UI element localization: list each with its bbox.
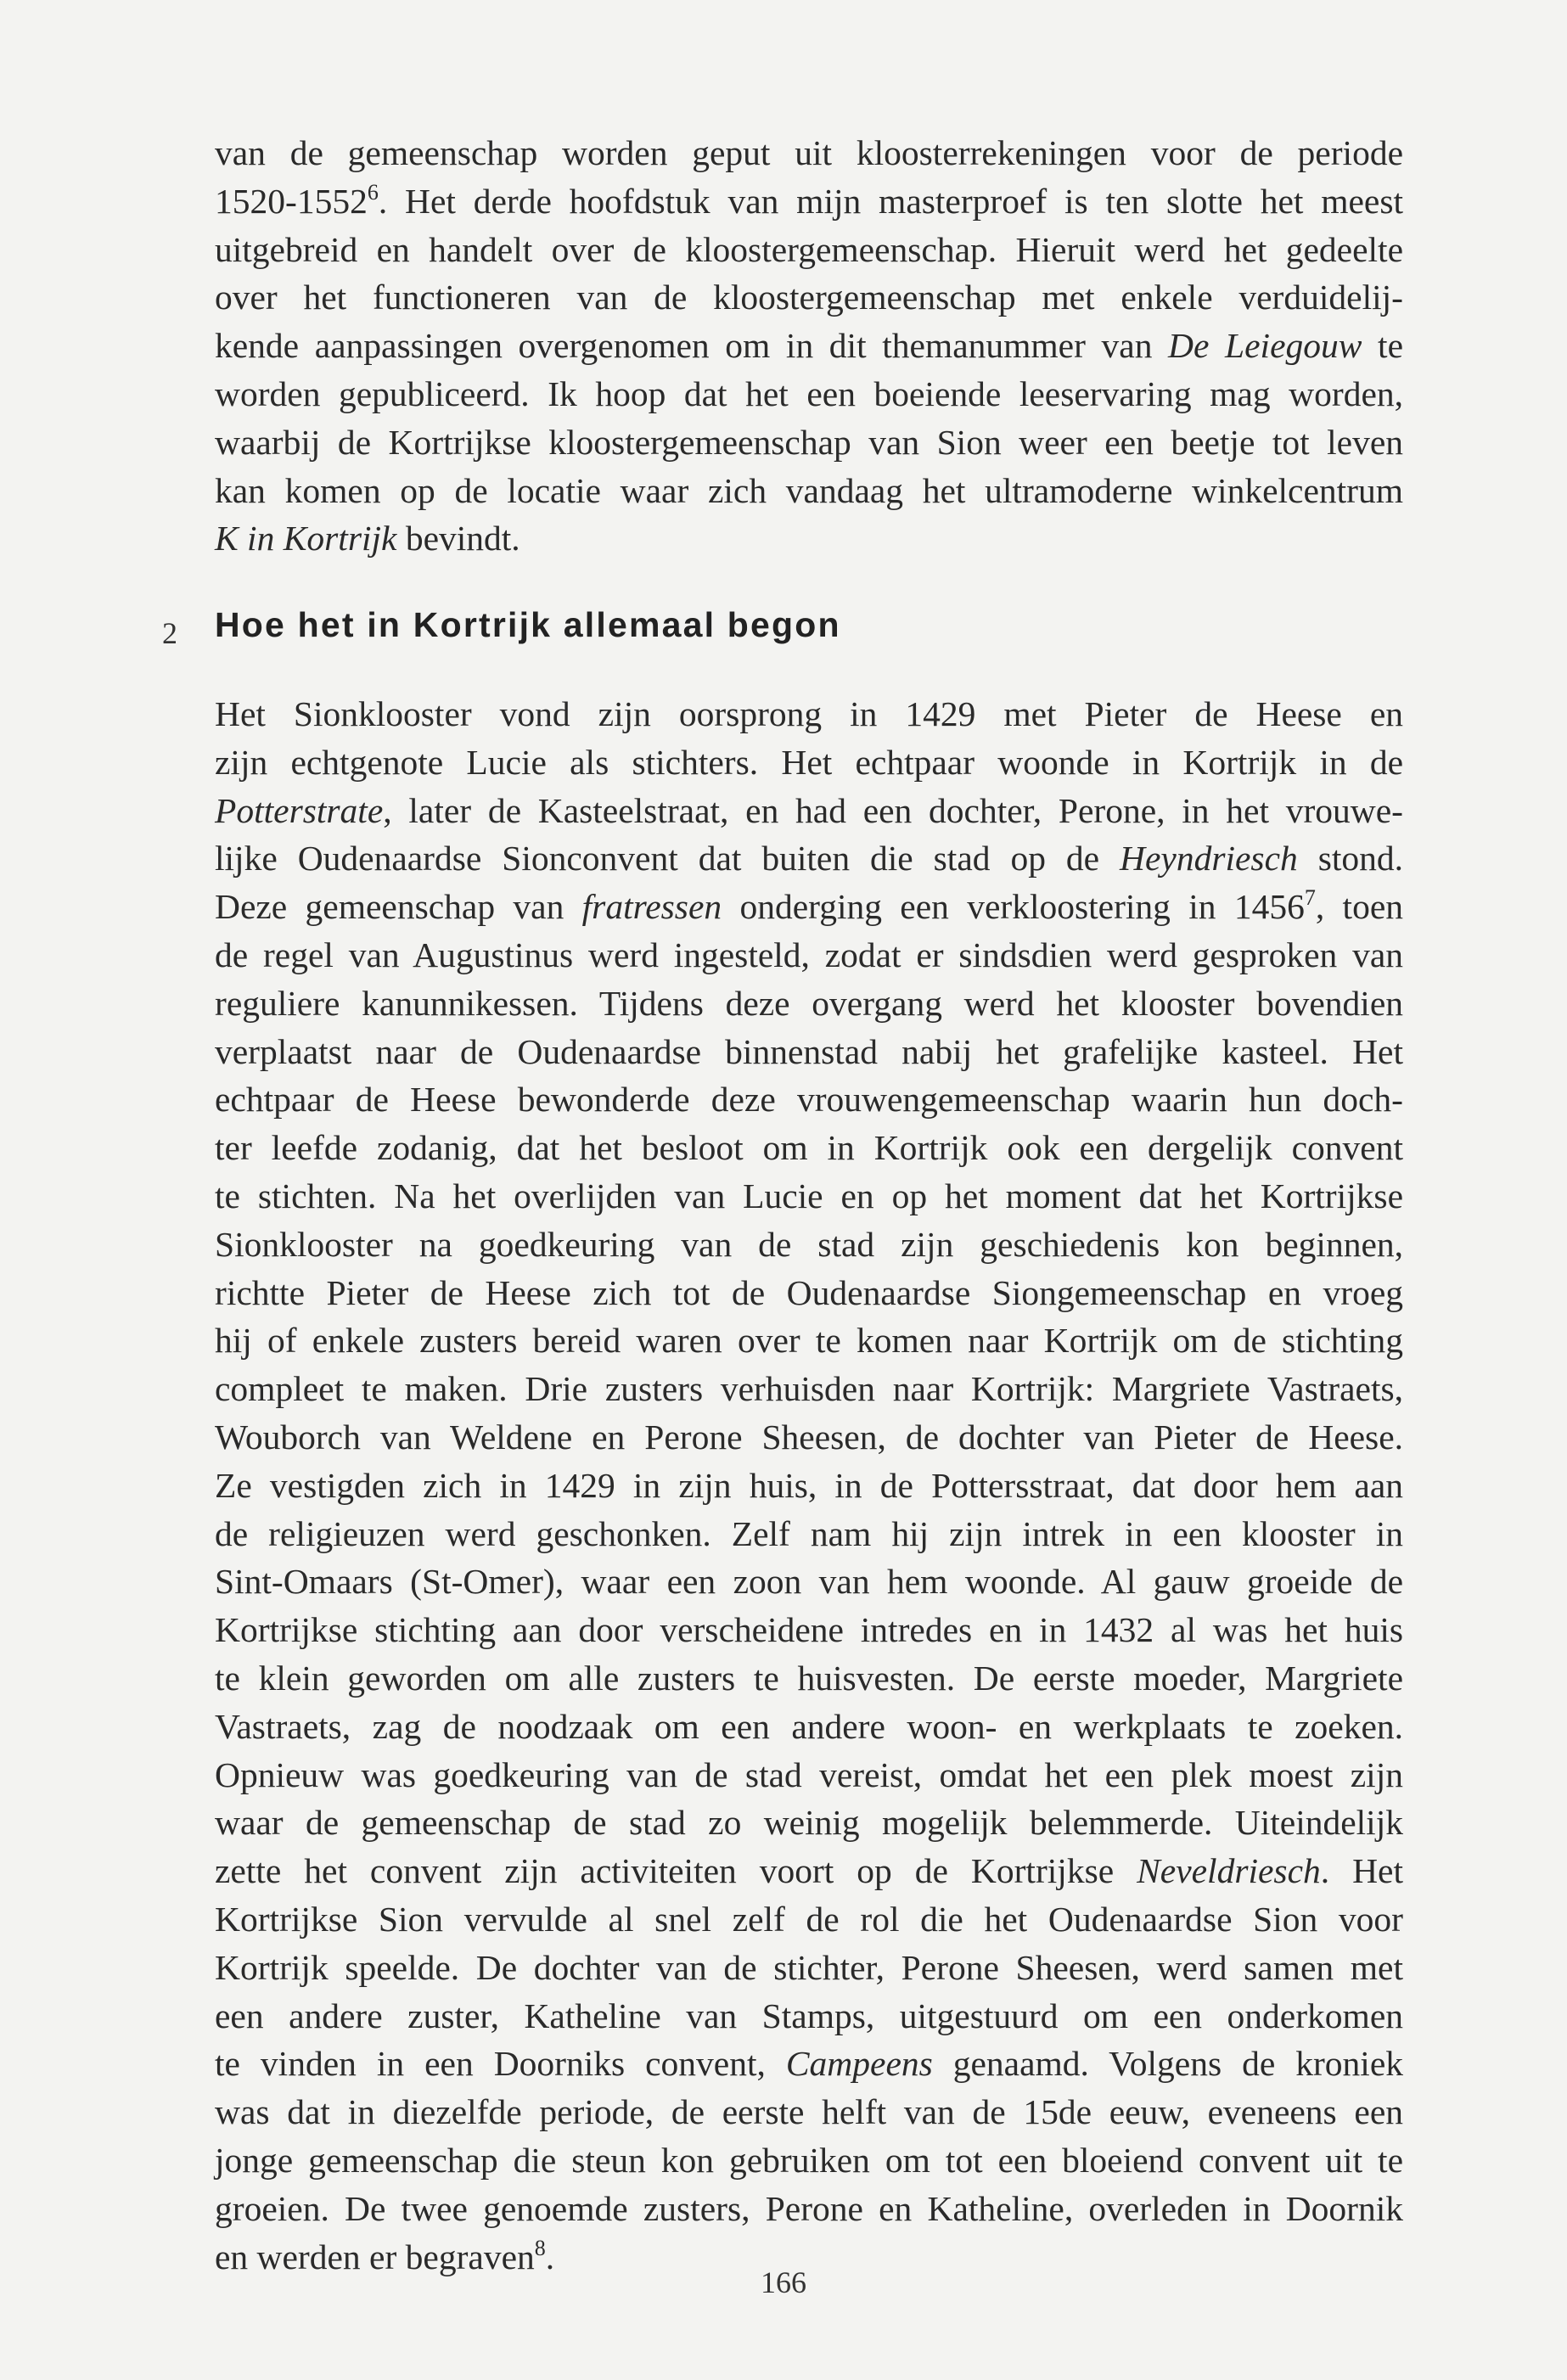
text-line: zijn echtgenote Lucie als stichters. Het echtpaar woonde in Kortrijk in de — [215, 742, 1403, 782]
text-line: Het Sionklooster vond zijn oorsprong in 1429 met Pieter de Heese en — [215, 694, 1403, 733]
text-line: te vinden in een Doorniks convent, Campeens genaamd. Volgens de kroniek — [215, 2044, 1404, 2084]
footnote-ref[interactable]: 7 — [1304, 885, 1316, 911]
text-line: de religieuzen werd geschonken. Zelf nam hij zijn intrek in een klooster in — [215, 1513, 1403, 1553]
text-line: te stichten. Na het overlijden van Lucie en op het moment dat het Kortrijkse — [215, 1176, 1403, 1215]
text-line: 1520-1552$^6$. Het derde hoofdstuk van mijn masterproef is ten slotte het meest — [215, 179, 1403, 221]
text-line: een andere zuster, Katheline van Stamps, uitgestuurd om een onderkomen — [215, 1995, 1403, 2035]
text-line: groeien. De twee genoemde zusters, Perone en Katheline, overleden in Doornik — [215, 2188, 1403, 2228]
text-line: Opnieuw was goedkeuring van de stad vereist, omdat het een plek moest zijn — [215, 1754, 1403, 1794]
text-line: Wouborch van Weldene en Perone Sheesen, de dochter van Pieter de Heese. — [215, 1417, 1403, 1457]
section-number: 2 — [162, 616, 177, 650]
text-line: verplaatst naar de Oudenaardse binnenstad nabij het grafelijke kasteel. Het — [215, 1031, 1403, 1071]
intro-paragraph — [215, 129, 1403, 563]
text-line: en werden er begraven$^8$. — [215, 2235, 555, 2276]
text-line: Kortrijkse stichting aan door verscheidene intredes en in 1432 al was het huis — [215, 1610, 1403, 1650]
text-line: compleet te maken. Drie zusters verhuisden naar Kortrijk: Margriete Vastraets, — [215, 1369, 1403, 1409]
footnote-ref[interactable]: 8 — [534, 2235, 546, 2260]
body-paragraph — [215, 690, 1403, 2281]
text-line: reguliere kanunnikessen. Tijdens deze overgang werd het klooster bovendien — [215, 983, 1403, 1023]
text-line: was dat in diezelfde periode, de eerste helft van de 15de eeuw, eveneens een — [215, 2092, 1403, 2132]
section-heading — [162, 601, 1403, 650]
text-line: kan komen op de locatie waar zich vandaag het ultramoderne winkelcentrum — [215, 470, 1403, 510]
text-line: richtte Pieter de Heese zich tot de Oudenaardse Siongemeenschap en vroeg — [215, 1272, 1403, 1312]
text-line: zette het convent zijn activiteiten voort op de Kortrijkse Neveldriesch. Het — [215, 1851, 1403, 1891]
text-line: Kortrijk speelde. De dochter van de stichter, Perone Sheesen, werd samen met — [215, 1947, 1403, 1987]
text-line: kende aanpassingen overgenomen om in dit themanummer van De Leiegouw te — [215, 326, 1403, 366]
text-line: waarbij de Kortrijkse kloostergemeenschap van Sion weer een beetje tot leven — [215, 422, 1403, 462]
text-line: Sionklooster na goedkeuring van de stad zijn geschiedenis kon beginnen, — [215, 1224, 1403, 1264]
text-line: ter leefde zodanig, dat het besloot om in Kortrijk ook een dergelijk convent — [215, 1128, 1403, 1168]
text-line: jonge gemeenschap die steun kon gebruiken om tot een bloeiend convent uit te — [215, 2140, 1403, 2180]
text-line: hij of enkele zusters bereid waren over te komen naar Kortrijk om de stichting — [215, 1321, 1403, 1361]
section-title: Hoe het in Kortrijk allemaal begon — [215, 605, 841, 644]
text-line: worden gepubliceerd. Ik hoop dat het een boeiende leeservaring mag worden, — [215, 373, 1403, 413]
text-line: Sint-Omaars (St-Omer), waar een zoon van hem woonde. Al gauw groeide de — [215, 1562, 1403, 1602]
text-line: Deze gemeenschap van fratressen onderging een verkloostering in 1456$^7$, toen — [215, 885, 1404, 927]
text-line: Ze vestigden zich in 1429 in zijn huis, in de Pottersstraat, dat door hem aan — [215, 1465, 1403, 1505]
text-line: lijke Oudenaardse Sionconvent dat buiten die stad op de Heyndriesch stond. — [215, 839, 1403, 878]
text-line: Kortrijkse Sion vervulde al snel zelf de rol die het Oudenaardse Sion voor — [215, 1899, 1403, 1939]
text-line: waar de gemeenschap de stad zo weinig mogelijk belemmerde. Uiteindelijk — [215, 1803, 1403, 1843]
text-line: echtpaar de Heese bewonderde deze vrouwengemeenschap waarin hun doch- — [215, 1080, 1403, 1120]
journal-title: De Leiegouw — [1168, 326, 1362, 366]
text-line: K in Kortrijk bevindt. — [215, 519, 520, 559]
text-line: te klein geworden om alle zusters te huisvesten. De eerste moeder, Margriete — [215, 1658, 1403, 1698]
text-line: van de gemeenschap worden geput uit kloosterrekeningen voor de periode — [215, 133, 1403, 172]
text-line: uitgebreid en handelt over de kloostergemeenschap. Hieruit werd het gedeelte — [215, 229, 1403, 269]
page-number: 166 — [761, 2265, 806, 2299]
text-line: de regel van Augustinus werd ingesteld, zodat er sindsdien werd gesproken van — [215, 935, 1403, 974]
text-line: over het functioneren van de kloostergemeenschap met enkele verduidelij- — [215, 278, 1403, 317]
text-line: Vastraets, zag de noodzaak om een andere woon- en werkplaats te zoeken. — [215, 1706, 1403, 1746]
footnote-ref[interactable]: 6 — [367, 179, 379, 205]
text-line: Potterstrate, later de Kasteelstraat, en had een dochter, Perone, in het vrouwe- — [215, 790, 1403, 830]
